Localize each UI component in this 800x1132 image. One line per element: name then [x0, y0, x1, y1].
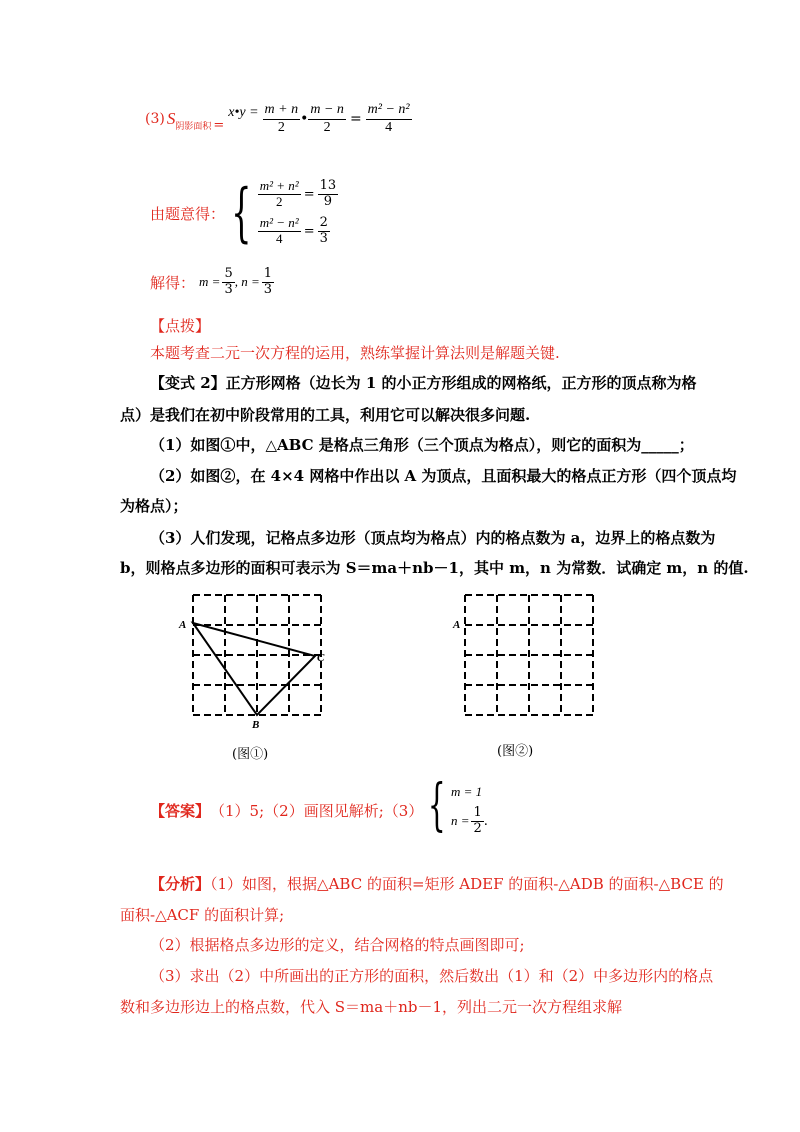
- part3-equation: [145, 96, 412, 142]
- answer-n-value: n = $\frac{1}{2}$ .: [450, 804, 488, 836]
- vertex-b-label: B: [252, 719, 260, 730]
- answer-line: [150, 775, 488, 845]
- question-3-line-2: b，则格点多边形的面积可表示为 S＝ma＋nb－1，其中 m，n 为常数．试确定 m，n 的值.: [120, 559, 749, 577]
- figure-2-caption: (图②): [497, 744, 534, 759]
- solution-line: 解得： m = $\frac{5}{3}$ , n = $\frac{1}{3}$: [150, 265, 273, 297]
- equals-sign: =: [349, 111, 362, 127]
- system-of-equations: [150, 168, 338, 258]
- fraction-m2-minus-n2: $\frac{\text{m² − n²}}{4}$: [367, 102, 410, 135]
- analysis-line-5: 数和多边形边上的格点数，代入 S＝ma＋nb－1，列出二元一次方程组求解: [120, 998, 623, 1016]
- system-line-1: $\frac{\text{m² + n²}}{2}$ = $\frac{13}{9}$: [259, 178, 337, 210]
- xy-product: x•y =: [228, 105, 259, 120]
- figure-2-grid: [450, 585, 610, 730]
- answer-m-value: m = 1: [450, 783, 483, 799]
- vertex-a-label: A: [179, 619, 187, 631]
- answer-system: [451, 784, 488, 837]
- triangle-abc: [193, 623, 315, 715]
- analysis-line-3: （2）根据格点多边形的定义，结合网格的特点画图即可;: [150, 936, 525, 954]
- problem-line-2: 点）是我们在初中阶段常用的工具，利用它可以解决很多问题.: [120, 406, 531, 424]
- system-label: 由题意得：: [150, 204, 226, 223]
- s-symbol: S: [166, 109, 176, 128]
- solution-label: 解得：: [150, 273, 196, 292]
- s-subscript: 阴影面积: [175, 121, 212, 132]
- question-3-line-1: （3）人们发现，记格点多边形（顶点均为格点）内的格点数为 a，边界上的格点数为: [150, 529, 716, 547]
- part3-label: (3): [145, 111, 165, 127]
- answer-heading: 【答案】: [150, 801, 211, 820]
- figure-1-grid: [178, 585, 338, 730]
- tip-heading: 【点拨】: [150, 317, 211, 335]
- vertex-a-label: A: [453, 619, 461, 631]
- analysis-line-1: 【分析】（1）如图，根据△ABC 的面积=矩形 ADEF 的面积-△ADB 的面积-△BCE 的: [150, 875, 724, 893]
- question-2-line-2: 为格点）；: [120, 497, 188, 515]
- vertex-c-label: C: [317, 652, 325, 664]
- system-lines: [258, 179, 338, 247]
- left-brace: {: [231, 176, 252, 250]
- analysis-line-2: 面积-△ACF 的面积计算;: [120, 906, 285, 924]
- answer-brace: {: [428, 773, 447, 838]
- s-equals: =: [213, 117, 225, 133]
- fraction-m-minus-n: $\frac{m - n}{2}$: [310, 102, 344, 135]
- analysis-heading: 【分析】: [150, 875, 211, 893]
- problem-line-1: 【变式 2】正方形网格（边长为 1 的小正方形组成的网格纸，正方形的顶点称为格: [150, 374, 697, 392]
- answer-text: （1）5;（2）画图见解析;（3）: [210, 801, 424, 820]
- fraction-m-plus-n: $\frac{m + n}{2}$: [264, 102, 299, 135]
- dot-operator: •: [300, 111, 309, 127]
- question-2-line-1: （2）如图②，在 4×4 网格中作出以 A 为顶点，且面积最大的格点正方形（四个顶点均: [150, 467, 737, 485]
- figure-1-caption: (图①): [232, 747, 269, 762]
- system-line-2: $\frac{\text{m² − n²}}{4}$ = $\frac{2}{3}$: [259, 215, 328, 246]
- question-1: （1）如图①中，△ABC 是格点三角形（三个顶点为格点），则它的面积为_____；: [150, 436, 694, 454]
- tip-text: 本题考查二元一次方程的运用，熟练掌握计算法则是解题关键.: [150, 344, 560, 362]
- analysis-line-4: （3）求出（2）中所画出的正方形的面积，然后数出（1）和（2）中多边形内的格点: [150, 967, 714, 985]
